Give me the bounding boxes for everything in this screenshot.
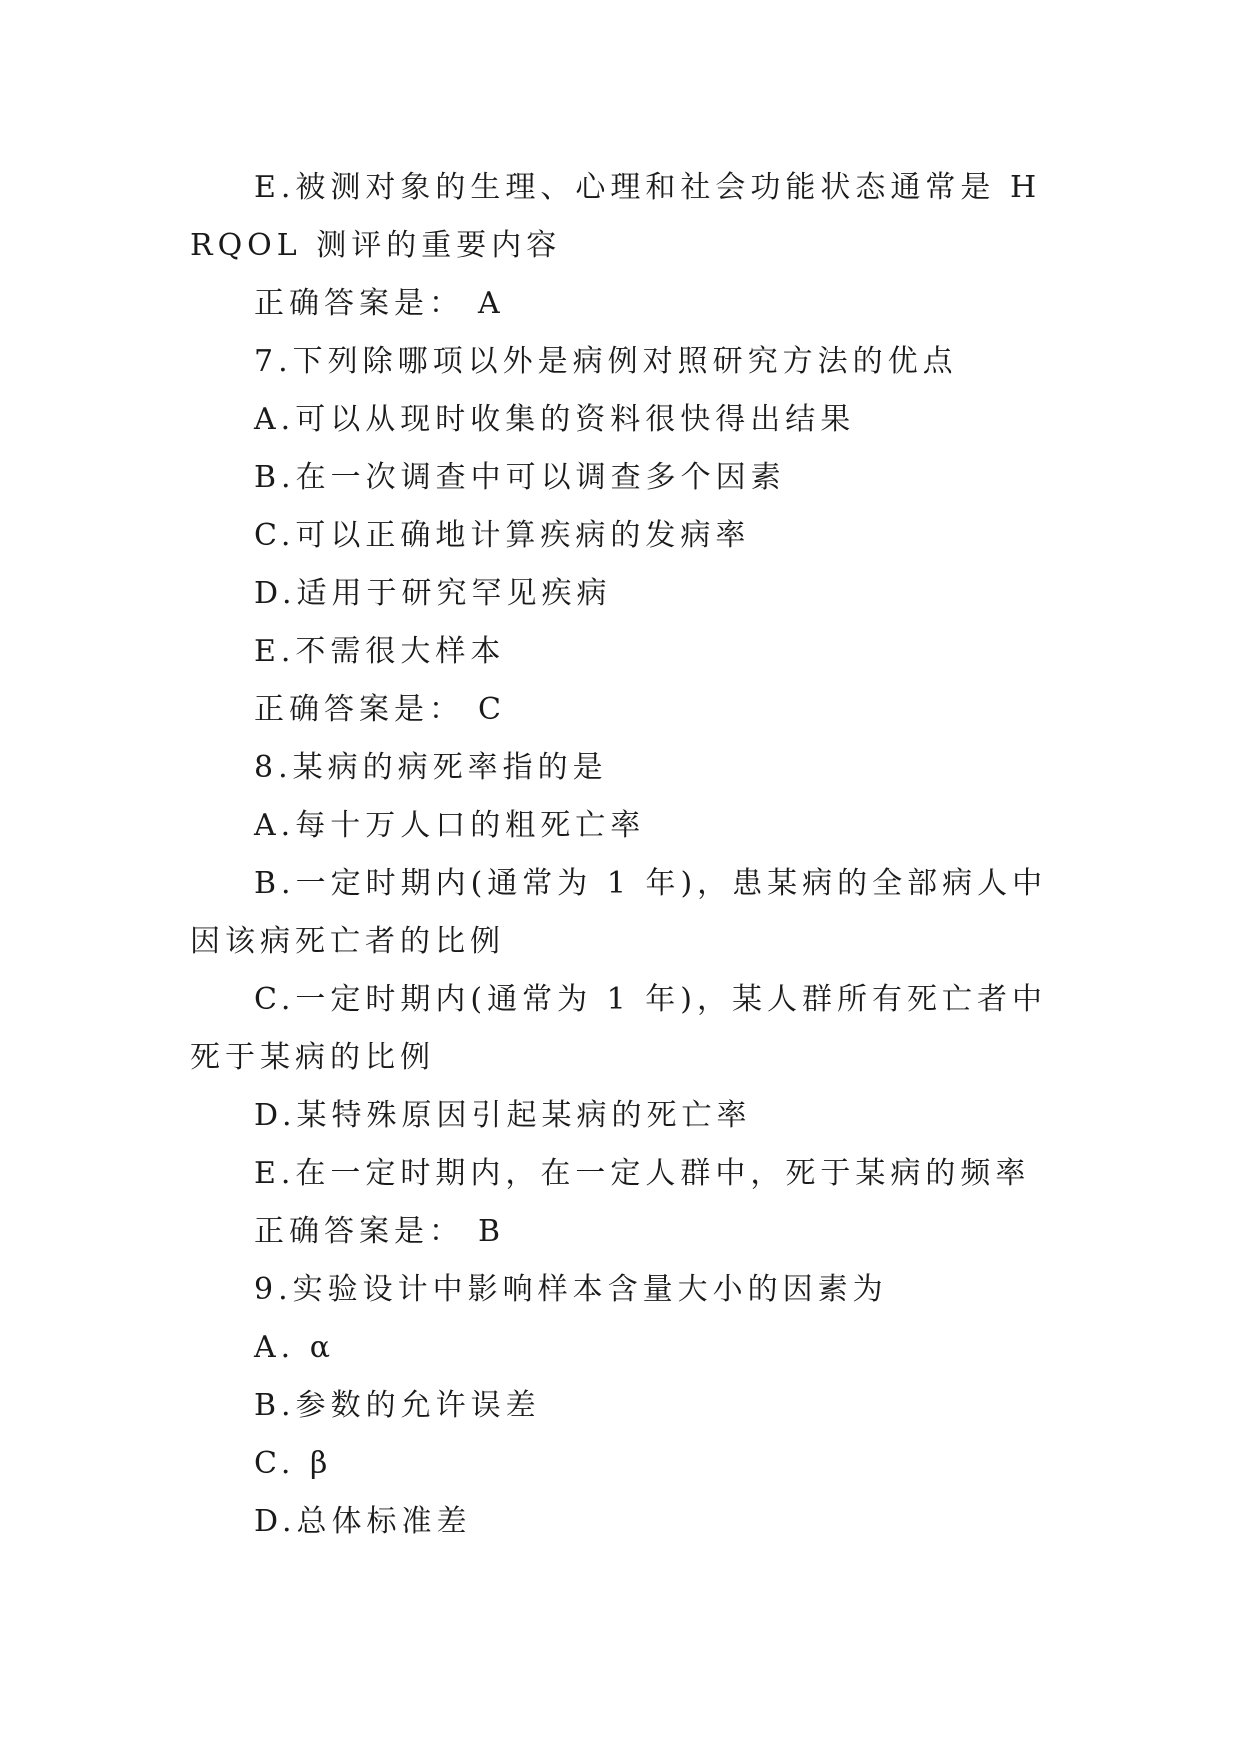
answer-label: 正确答案是：: [254, 692, 464, 727]
q7-option-b: B.在一次调查中可以调查多个因素: [254, 460, 786, 495]
q8-question: 8.某病的病死率指的是: [254, 750, 608, 785]
answer-label: 正确答案是：: [254, 1214, 464, 1249]
answer-label: 正确答案是：: [254, 286, 464, 321]
q6-option-e: E.被测对象的生理、心理和社会功能状态通常是 HRQOL 测评的重要内容: [190, 170, 1042, 263]
q9-option-c: C. β: [254, 1446, 333, 1481]
answer-value: C: [478, 692, 506, 727]
answer-value: A: [478, 286, 505, 321]
q8-option-e: E.在一定时期内，在一定人群中，死于某病的频率: [254, 1156, 1031, 1191]
document-page: [190, 159, 1060, 1551]
q8-option-c: C.一定时期内(通常为 1 年)，某人群所有死亡者中死于某病的比例: [190, 982, 1047, 1075]
q8-option-d: D.某特殊原因引起某病的死亡率: [254, 1098, 752, 1133]
q7-question: 7.下列除哪项以外是病例对照研究方法的优点: [254, 344, 958, 379]
q9-question: 9.实验设计中影响样本含量大小的因素为: [254, 1272, 888, 1307]
q7-option-a: A.可以从现时收集的资料很快得出结果: [254, 402, 856, 437]
q8-option-b: B.一定时期内(通常为 1 年)，患某病的全部病人中因该病死亡者的比例: [190, 866, 1048, 959]
answer-value: B: [478, 1214, 506, 1249]
q7-option-e: E.不需很大样本: [254, 634, 506, 669]
q8-correct-answer: [190, 1203, 1060, 1261]
q9-option-b: B.参数的允许误差: [254, 1388, 541, 1423]
q6-correct-answer: [190, 275, 1060, 333]
q8-option-a: A.每十万人口的粗死亡率: [254, 808, 646, 843]
q7-option-c: C.可以正确地计算疾病的发病率: [254, 518, 751, 553]
q9-option-a: A. α: [254, 1330, 335, 1365]
q9-option-d: D.总体标准差: [254, 1504, 472, 1539]
q7-option-d: D.适用于研究罕见疾病: [254, 576, 612, 611]
q7-correct-answer: [190, 681, 1060, 739]
